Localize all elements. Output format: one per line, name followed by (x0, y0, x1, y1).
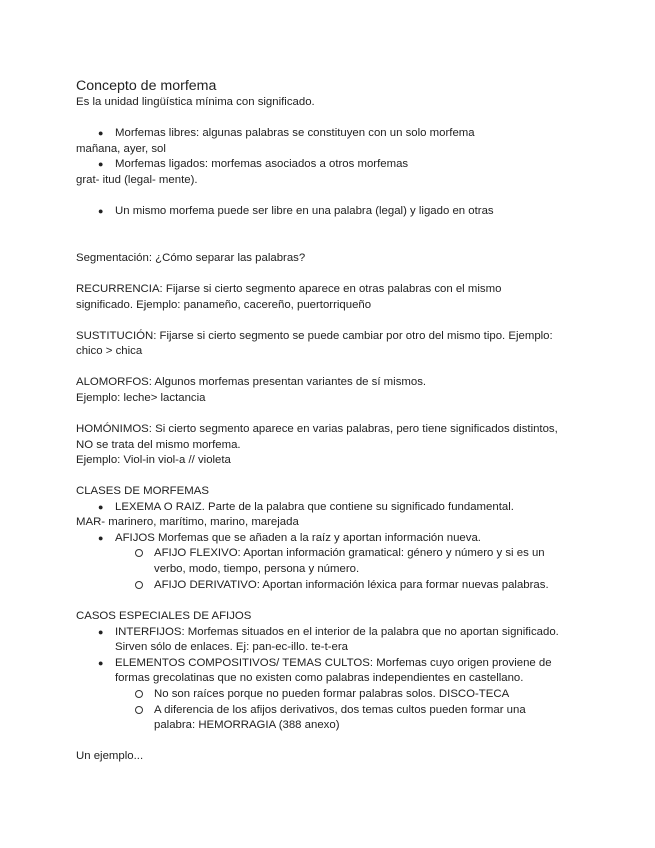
bullet-icon: ● (98, 128, 104, 138)
bullet-icon: ● (98, 658, 104, 668)
afijo-flexivo-line-2: verbo, modo, tiempo, persona y número. (154, 563, 360, 575)
circle-bullet-icon (135, 706, 143, 714)
no-raices-item: No son raíces porque no pueden formar palabras solos. DISCO-TECA (154, 688, 510, 700)
clases-heading: CLASES DE MORFEMAS (76, 485, 209, 497)
recurrencia-line-1: RECURRENCIA: Fijarse si cierto segmento aparece en otras palabras con el mismo (76, 283, 502, 295)
closing-text: Un ejemplo... (76, 750, 144, 762)
sustitucion-line-1: SUSTITUCIÓN: Fijarse si cierto segmento se puede cambiar por otro del mismo tipo. Ejemplo: (76, 330, 553, 342)
afijo-derivativo-item: AFIJO DERIVATIVO: Aportan información léxica para formar nuevas palabras. (154, 579, 549, 591)
circle-bullet-icon (135, 690, 143, 698)
alomorfos-line-2: Ejemplo: leche> lactancia (76, 392, 206, 404)
segmentation-heading: Segmentación: ¿Cómo separar las palabras? (76, 252, 306, 264)
free-morphemes-example: mañana, ayer, sol (76, 143, 166, 155)
diferencia-line-2: palabra: HEMORRAGIA (388 anexo) (154, 719, 340, 731)
bullet-icon: ● (98, 502, 104, 512)
bullet-icon: ● (98, 206, 104, 216)
sustitucion-line-2: chico > chica (76, 345, 143, 357)
alomorfos-line-1: ALOMORFOS: Algunos morfemas presentan variantes de sí mismos. (76, 376, 427, 388)
compositivos-line-1: ELEMENTOS COMPOSITIVOS/ TEMAS CULTOS: Morfemas cuyo origen proviene de (115, 657, 552, 669)
free-morphemes-item: Morfemas libres: algunas palabras se constituyen con un solo morfema (115, 127, 475, 139)
circle-bullet-icon (135, 549, 143, 557)
bullet-icon: ● (98, 627, 104, 637)
afijo-flexivo-line-1: AFIJO FLEXIVO: Aportan información gramatical: género y número y si es un (154, 547, 545, 559)
bullet-icon: ● (98, 159, 104, 169)
bullet-icon: ● (98, 533, 104, 543)
compositivos-line-2: formas grecolatinas que no existen como palabras independientes en castellano. (115, 672, 524, 684)
same-morpheme-item: Un mismo morfema puede ser libre en una palabra (legal) y ligado en otras (115, 205, 494, 217)
definition-text: Es la unidad lingüística mínima con significado. (76, 96, 315, 108)
interfijos-line-2: Sirven sólo de enlaces. Ej: pan-ec-illo. te-t-era (115, 641, 348, 653)
circle-bullet-icon (135, 581, 143, 589)
interfijos-line-1: INTERFIJOS: Morfemas situados en el interior de la palabra que no aportan significado. (115, 626, 559, 638)
lexema-example: MAR- marinero, marítimo, marino, marejada (76, 516, 299, 528)
homonimos-line-3: Ejemplo: Viol-in viol-a // violeta (76, 454, 231, 466)
bound-morphemes-item: Morfemas ligados: morfemas asociados a otros morfemas (115, 158, 409, 170)
lexema-item: LEXEMA O RAIZ. Parte de la palabra que contiene su significado fundamental. (115, 501, 514, 513)
homonimos-line-1: HOMÓNIMOS: Si cierto segmento aparece en varias palabras, pero tiene significados distintos, (76, 423, 558, 435)
diferencia-line-1: A diferencia de los afijos derivativos, dos temas cultos pueden formar una (154, 704, 526, 716)
page-title: Concepto de morfema (76, 78, 217, 94)
afijos-item: AFIJOS Morfemas que se añaden a la raíz y aportan información nueva. (115, 532, 481, 544)
recurrencia-line-2: significado. Ejemplo: panameño, cacereño, puertorriqueño (76, 299, 372, 311)
casos-heading: CASOS ESPECIALES DE AFIJOS (76, 610, 252, 622)
bound-morphemes-example: grat- itud (legal- mente). (76, 174, 198, 186)
homonimos-line-2: NO se trata del mismo morfema. (76, 439, 241, 451)
